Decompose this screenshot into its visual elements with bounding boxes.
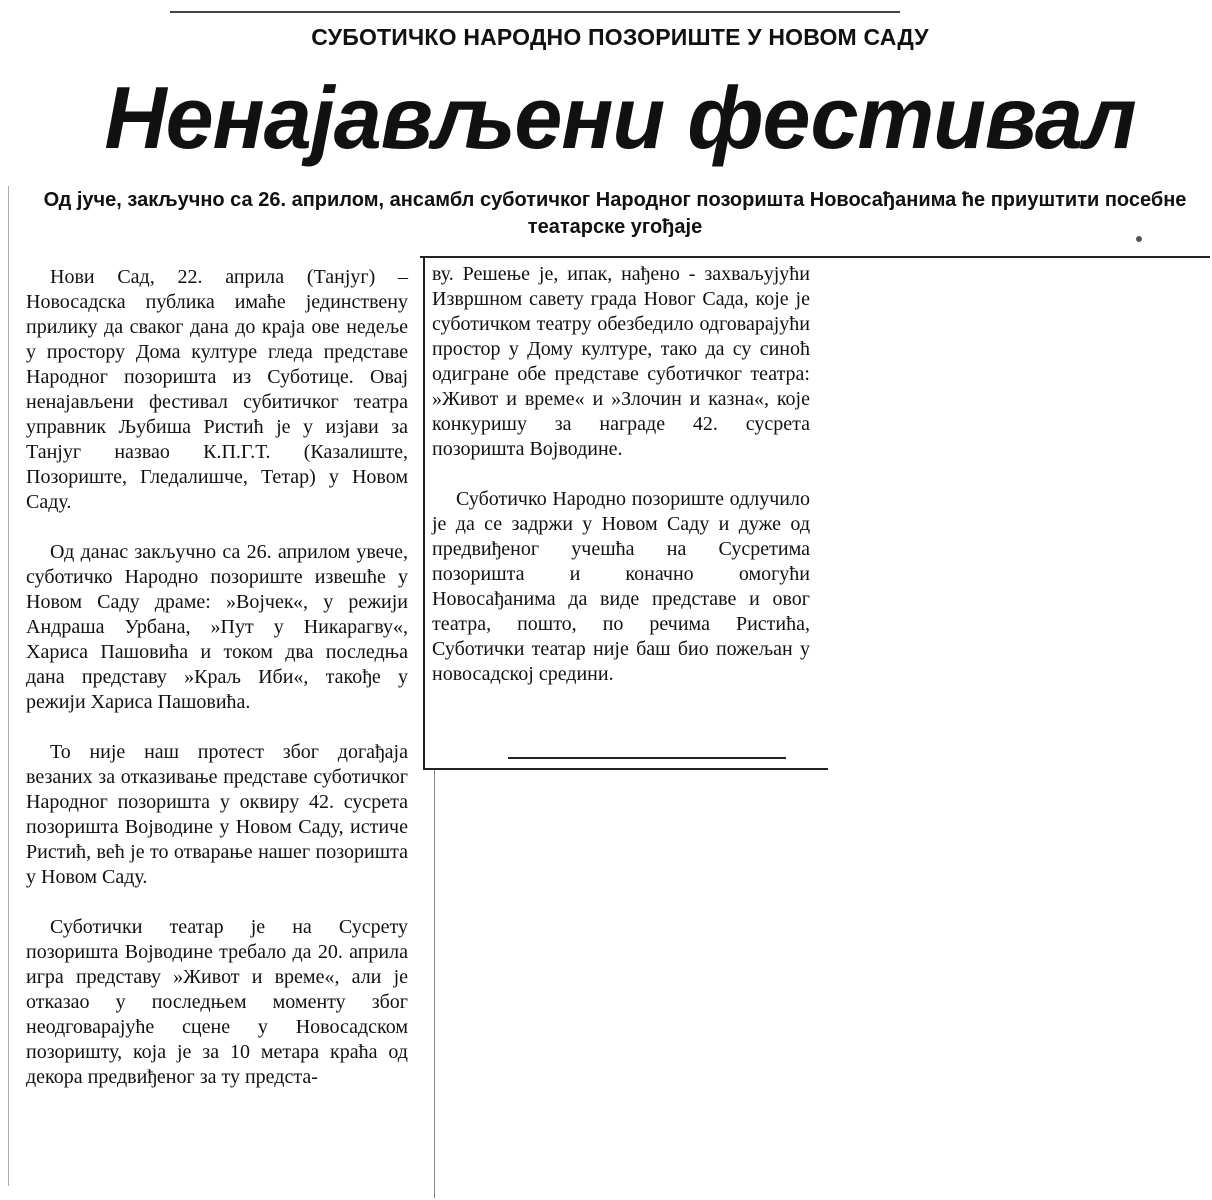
column-1 (26, 265, 408, 1115)
deck: Од јуче, закључно са 26. априлом, ансамбл суботичког Народног позоришта Новосађанима ће приуштити посебне театарске угођаје (43, 189, 1187, 238)
column-divider-lower (434, 770, 435, 1198)
column-divider-upper (423, 258, 425, 770)
paragraph: ву. Решење је, ипак, нађено - захваљујући Извршном савету града Новог Сада, које је суботичком театру обезбедило одговарајући простор у Дому културе, тако да су синоћ одигране обе представе суботичког театра: »Живот и време« и »Злочин и казна«, које конкуришу за награде 42. сусрета позоришта Војводине. (432, 263, 810, 460)
deck-underline-rule (420, 256, 1210, 258)
kicker: СУБОТИЧКО НАРОДНО ПОЗОРИШТЕ У НОВОМ САДУ (311, 24, 929, 50)
paragraph: То није наш протест због догађаја везаних за отказивање представе суботичког Народног позоришта у оквиру 42. сусрета позоришта Војводине у Новом Саду, истиче Ристић, већ је то отварање нашег позоришта у Новом Саду. (26, 741, 408, 888)
column2-bottom-rule (424, 768, 828, 770)
end-mark-rule (508, 757, 786, 759)
column-2 (432, 262, 810, 712)
paragraph: Од данас закључно са 26. априлом увече, суботичко Народно позориште извешће у Новом Саду драме: »Војчек«, у режији Андраша Урбана, »Пут у Никарагву«, Хариса Пашовића и током два последња дана представу »Краљ Иби«, такође у режији Хариса Пашовића. (26, 541, 408, 713)
headline: Ненајављени фестивал (104, 68, 1136, 167)
paragraph: Суботичко Народно позориште одлучило је да се задржи у Новом Саду и дуже од предвиђеног учешћа на Сусретима позоришта и коначно омогући Новосађанима да виде представе и овог театра, пошто, по речима Ристића, Суботички театар није баш био пожељан у новосадској средини. (432, 488, 810, 685)
paragraph: Нови Сад, 22. априла (Танјуг) – Новосадска публика имаће јединствену прилику да сваког дана до краја ове недеље у простору Дома културе гледа представе Народног позоришта из Суботице. Овај ненајављени фестивал субитичког театра управник Љубиша Ристић је у изјави за Танјуг назвао К.П.Г.Т. (Казалиште, Позориште, Гледалишче, Тетар) у Новом Саду. (26, 266, 408, 513)
paragraph: Суботички театар је на Сусрету позоришта Војводине требало да 20. априла игра представу »Живот и време«, али је отказао у последњем моменту због неодговарајуће сцене у Новосадском позоришту, која је за 10 метара краћа од декора предвиђеног за ту предста- (26, 916, 408, 1088)
left-edge-rule (8, 186, 9, 1186)
top-rule (170, 11, 900, 13)
